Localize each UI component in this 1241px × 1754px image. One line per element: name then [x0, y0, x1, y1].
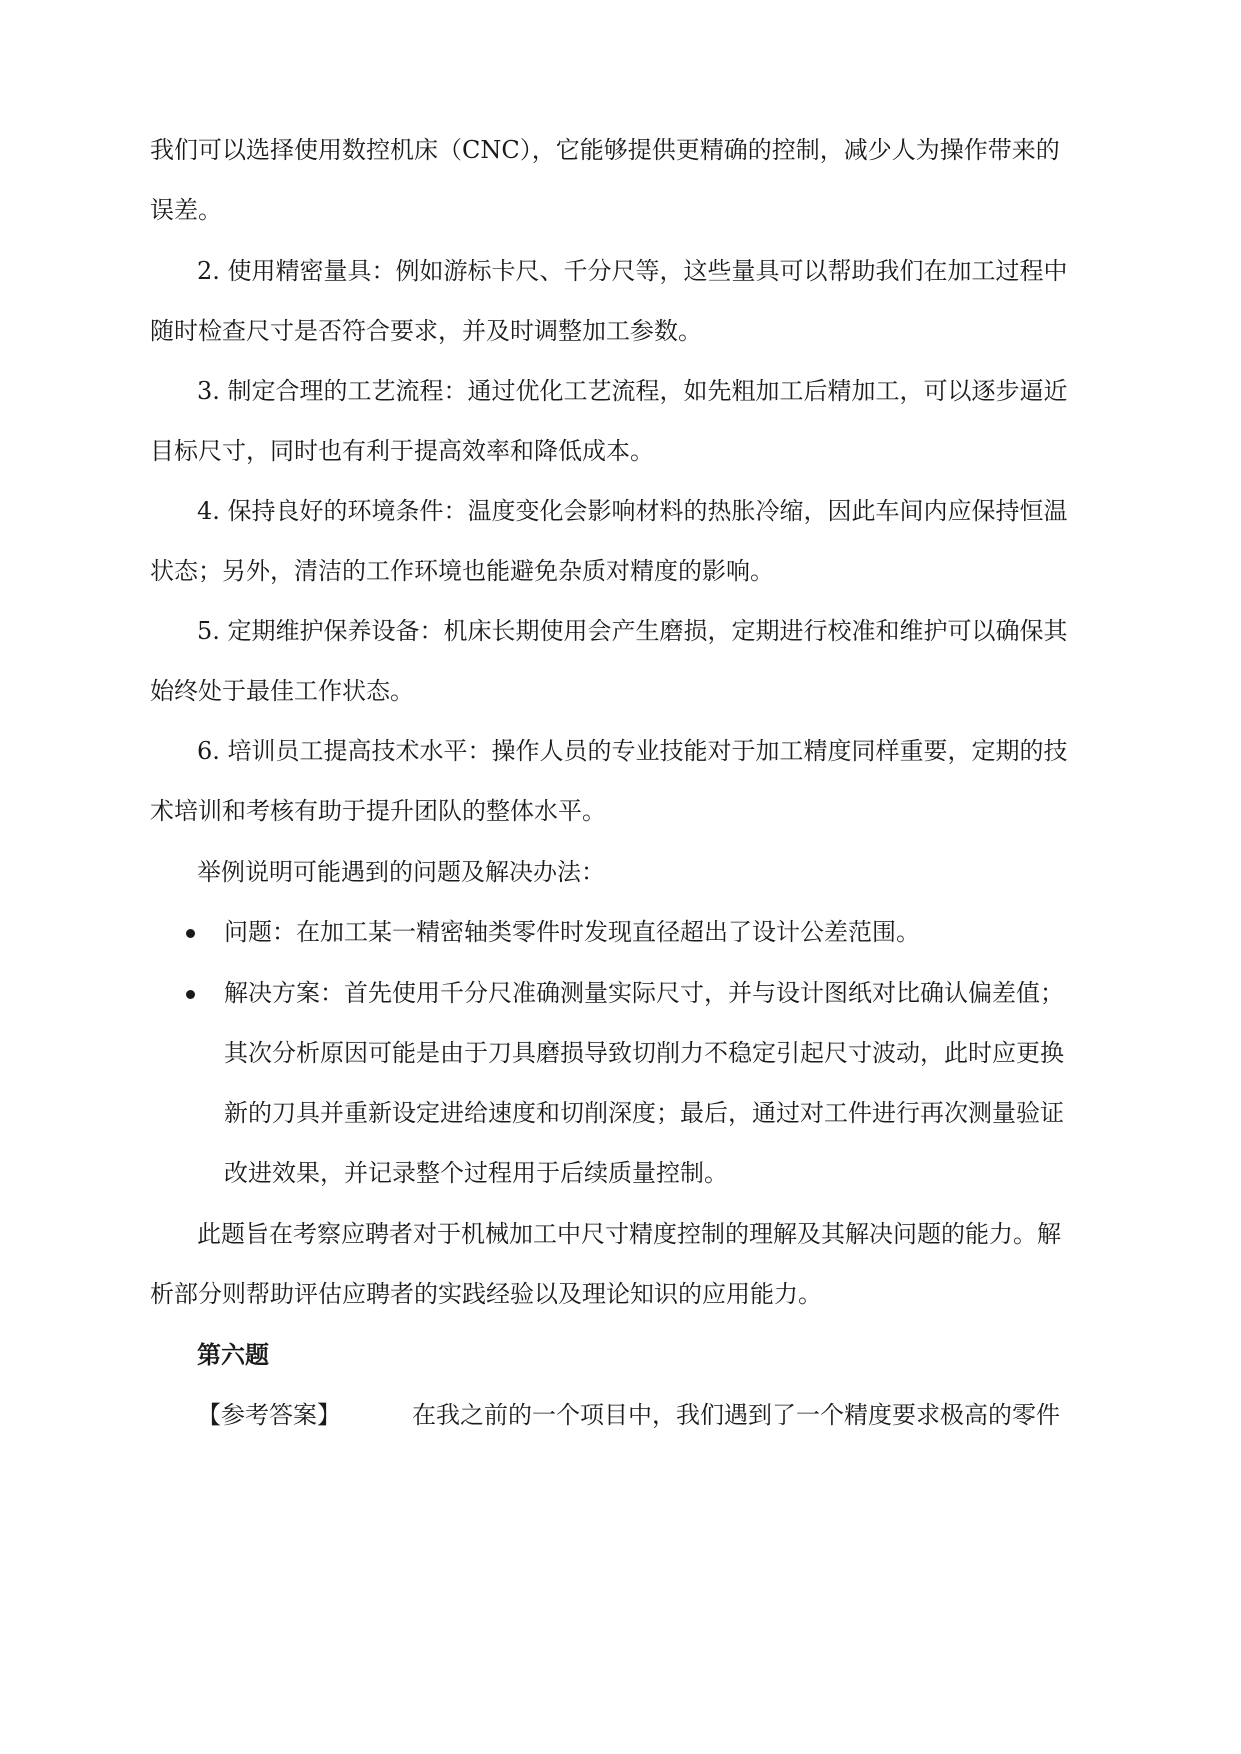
answer-text: 在我之前的一个项目中，我们遇到了一个精度要求极高的零件 — [412, 1401, 1060, 1429]
example-heading: 举例说明可能遇到的问题及解决办法： — [197, 858, 605, 886]
bullet-icon — [186, 990, 195, 999]
paragraph-line: 始终处于最佳工作状态。 — [150, 677, 414, 705]
bullet-item-solution-line: 其次分析原因可能是由于刀具磨损导致切削力不稳定引起尺寸波动，此时应更换 — [224, 1039, 1064, 1067]
answer-label: 【参考答案】 — [197, 1401, 341, 1429]
bullet-icon — [186, 929, 195, 938]
paragraph-line: 目标尺寸，同时也有利于提高效率和降低成本。 — [150, 437, 654, 465]
summary-paragraph: 此题旨在考察应聘者对于机械加工中尺寸精度控制的理解及其解决问题的能力。解 — [197, 1220, 1061, 1248]
bullet-item-solution-line: 改进效果，并记录整个过程用于后续质量控制。 — [224, 1159, 728, 1187]
list-item-6: 6. 培训员工提高技术水平：操作人员的专业技能对于加工精度同样重要，定期的技 — [197, 737, 1068, 765]
paragraph-line: 随时检查尺寸是否符合要求，并及时调整加工参数。 — [150, 317, 702, 345]
paragraph-line: 析部分则帮助评估应聘者的实践经验以及理论知识的应用能力。 — [150, 1280, 822, 1308]
section-heading: 第六题 — [197, 1340, 269, 1369]
paragraph-line: 我们可以选择使用数控机床（CNC），它能够提供更精确的控制，减少人为操作带来的 — [150, 136, 1060, 164]
list-item-4: 4. 保持良好的环境条件：温度变化会影响材料的热胀冷缩，因此车间内应保持恒温 — [197, 497, 1068, 525]
bullet-item-solution: 解决方案：首先使用千分尺准确测量实际尺寸，并与设计图纸对比确认偏差值； — [224, 979, 1064, 1007]
paragraph-line: 状态；另外，清洁的工作环境也能避免杂质对精度的影响。 — [150, 557, 774, 585]
bullet-item-solution-line: 新的刀具并重新设定进给速度和切削深度；最后，通过对工件进行再次测量验证 — [224, 1099, 1064, 1127]
bullet-item-problem: 问题：在加工某一精密轴类零件时发现直径超出了设计公差范围。 — [224, 918, 920, 946]
paragraph-line: 误差。 — [150, 196, 222, 224]
paragraph-line: 术培训和考核有助于提升团队的整体水平。 — [150, 797, 606, 825]
list-item-3: 3. 制定合理的工艺流程：通过优化工艺流程，如先粗加工后精加工，可以逐步逼近 — [197, 377, 1068, 405]
list-item-5: 5. 定期维护保养设备：机床长期使用会产生磨损，定期进行校准和维护可以确保其 — [197, 617, 1068, 645]
list-item-2: 2. 使用精密量具：例如游标卡尺、千分尺等，这些量具可以帮助我们在加工过程中 — [197, 257, 1068, 285]
